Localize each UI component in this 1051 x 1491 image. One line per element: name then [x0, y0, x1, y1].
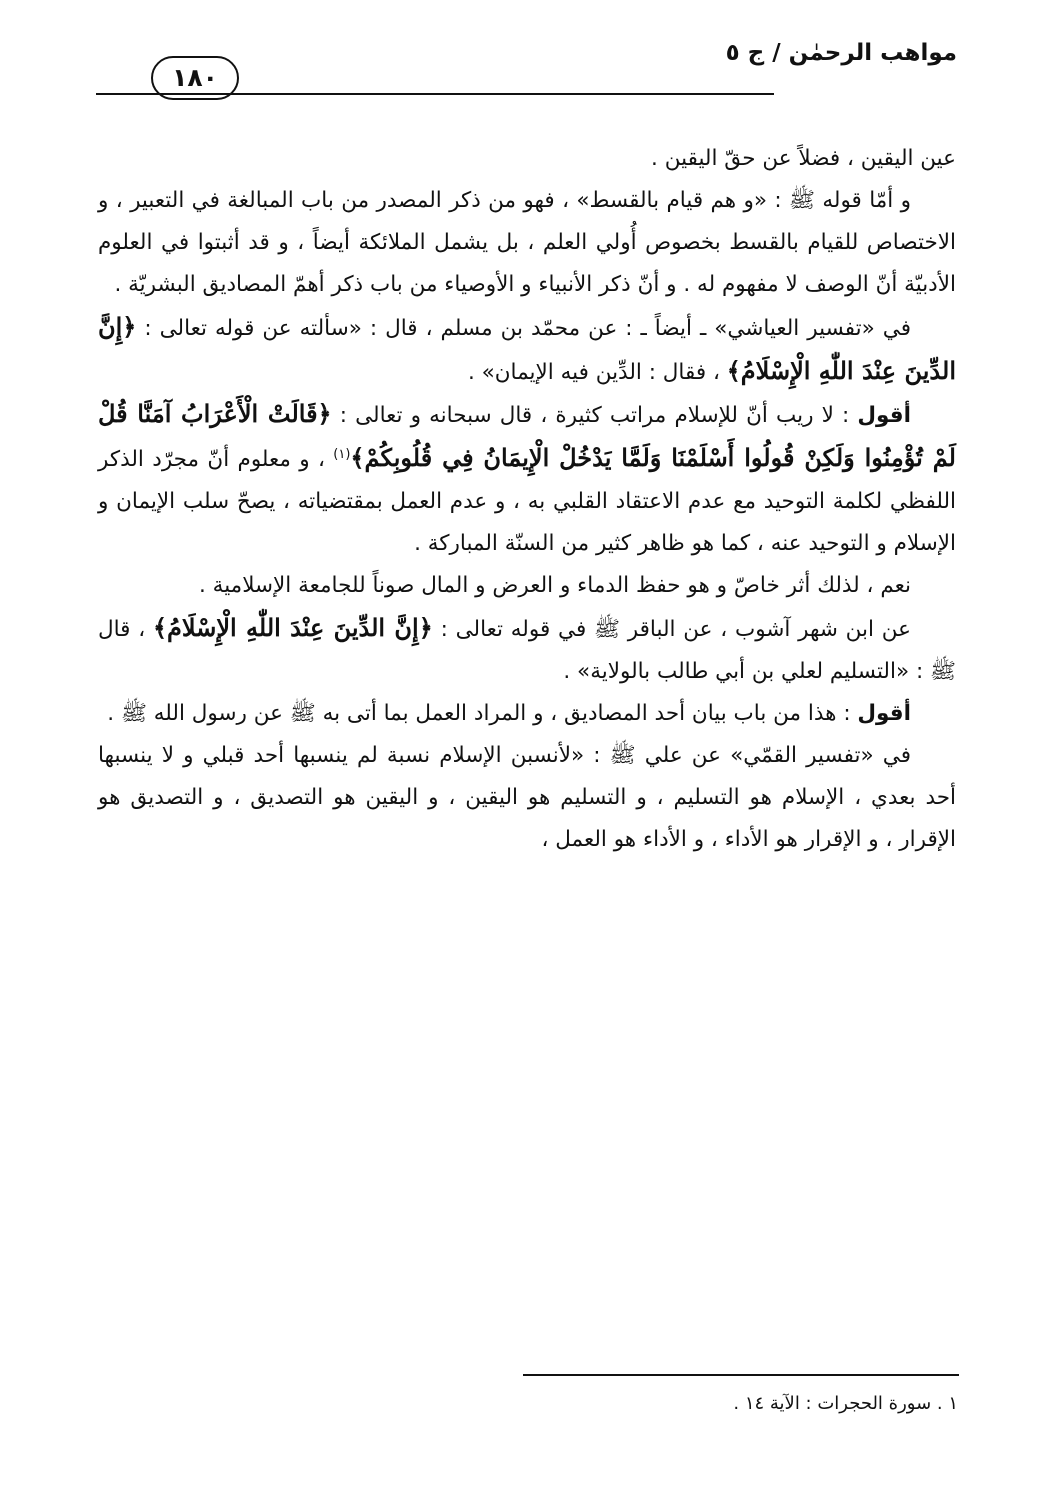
paragraph-6-text-b: ، قال ﷺ : «التسليم لعلي بن أبي طالب بالولاية» . [98, 616, 956, 684]
quran-verse-1: ﴿إِنَّ الدِّينَ عِنْدَ اللّٰهِ الْإِسْلَامُ﴾ [98, 311, 956, 385]
paragraph-3-text-a: في «تفسير العياشي» ـ أيضاً ـ : عن محمّد بن مسلم ، قال : «سألته عن قوله تعالى : [144, 315, 911, 341]
footnote-rule [523, 1374, 959, 1376]
header-rule [96, 93, 774, 95]
paragraph-4-text-a: : لا ريب أنّ للإسلام مراتب كثيرة ، قال سبحانه و تعالى : [339, 403, 850, 429]
quran-verse-2: ﴿قَالَتْ الْأَعْرَابُ آمَنَّا قُلْ لَمْ تُؤْمِنُوا وَلَكِنْ قُولُوا أَسْلَمْنَا وَلَمَّا يَدْخُلْ الْإِيمَانُ فِي قُلُوبِكُمْ﴾ [98, 399, 956, 473]
paragraph-3-text-b: ، فقال : الدِّين فيه الإيمان» . [467, 359, 720, 385]
quran-verse-3: ﴿إِنَّ الدِّينَ عِنْدَ اللّٰهِ الْإِسْلَامُ﴾ [152, 612, 433, 642]
paragraph-7-text: : هذا من باب بيان أحد المصاديق ، و المراد العمل بما أتى به ﷺ عن رسول الله ﷺ . [107, 700, 851, 726]
running-title: مواهب الرحمٰن / ج ٥ [725, 40, 957, 66]
keyword-aqul: أقول [857, 403, 911, 429]
paragraph-1: عين اليقين ، فضلاً عن حقّ اليقين . [651, 146, 956, 171]
page-body [98, 138, 956, 860]
keyword-aqul-2: أقول [857, 700, 911, 726]
page-header [96, 30, 957, 102]
paragraph-5: نعم ، لذلك أثر خاصّ و هو حفظ الدماء و العرض و المال صوناً للجامعة الإسلامية . [199, 573, 911, 599]
paragraph-6-text-a: عن ابن شهر آشوب ، عن الباقر ﷺ في قوله تعالى : [440, 616, 911, 642]
footnote: ١ . سورة الحجرات : الآية ١٤ . [733, 1393, 958, 1414]
paragraph-7 [98, 693, 956, 735]
paragraph-8: في «تفسير القمّي» عن علي ﷺ : «لأنسبن الإسلام نسبة لم ينسبها أحد قبلي و لا ينسبها أحد بعدي ، الإسلام هو التسليم ، و التسليم هو اليقين ، و اليقين هو التصديق ، و التصديق هو الإقرار ، و الإقرار هو الأداء ، و الأداء هو العمل ، [98, 742, 956, 852]
footnote-ref: (١) [333, 447, 351, 463]
paragraph-4-text-b: ، و معلوم أنّ مجرّد الذكر اللفظي لكلمة التوحيد مع عدم الاعتقاد القلبي به ، و عدم العمل بمقتضياته ، يصحّ سلب الإيمان و الإسلام و التوحيد عنه ، كما هو ظاهر كثير من السنّة المباركة . [98, 447, 956, 557]
paragraph-2: و أمّا قوله ﷺ : «و هم قيام بالقسط» ، فهو من ذكر المصدر من باب المبالغة في التعبير ، و الاختصاص للقيام بالقسط بخصوص أُولي العلم ، بل يشمل الملائكة أيضاً ، و قد أثبتوا في العلوم الأدبيّة أنّ الوصف لا مفهوم له . و أنّ ذكر الأنبياء و الأوصياء من باب ذكر أهمّ المصاديق البشريّة . [98, 187, 956, 297]
page-number: ١٨٠ [172, 63, 218, 92]
paragraph-6 [98, 607, 956, 693]
paragraph-3 [98, 306, 956, 394]
paragraph-4 [98, 393, 956, 565]
